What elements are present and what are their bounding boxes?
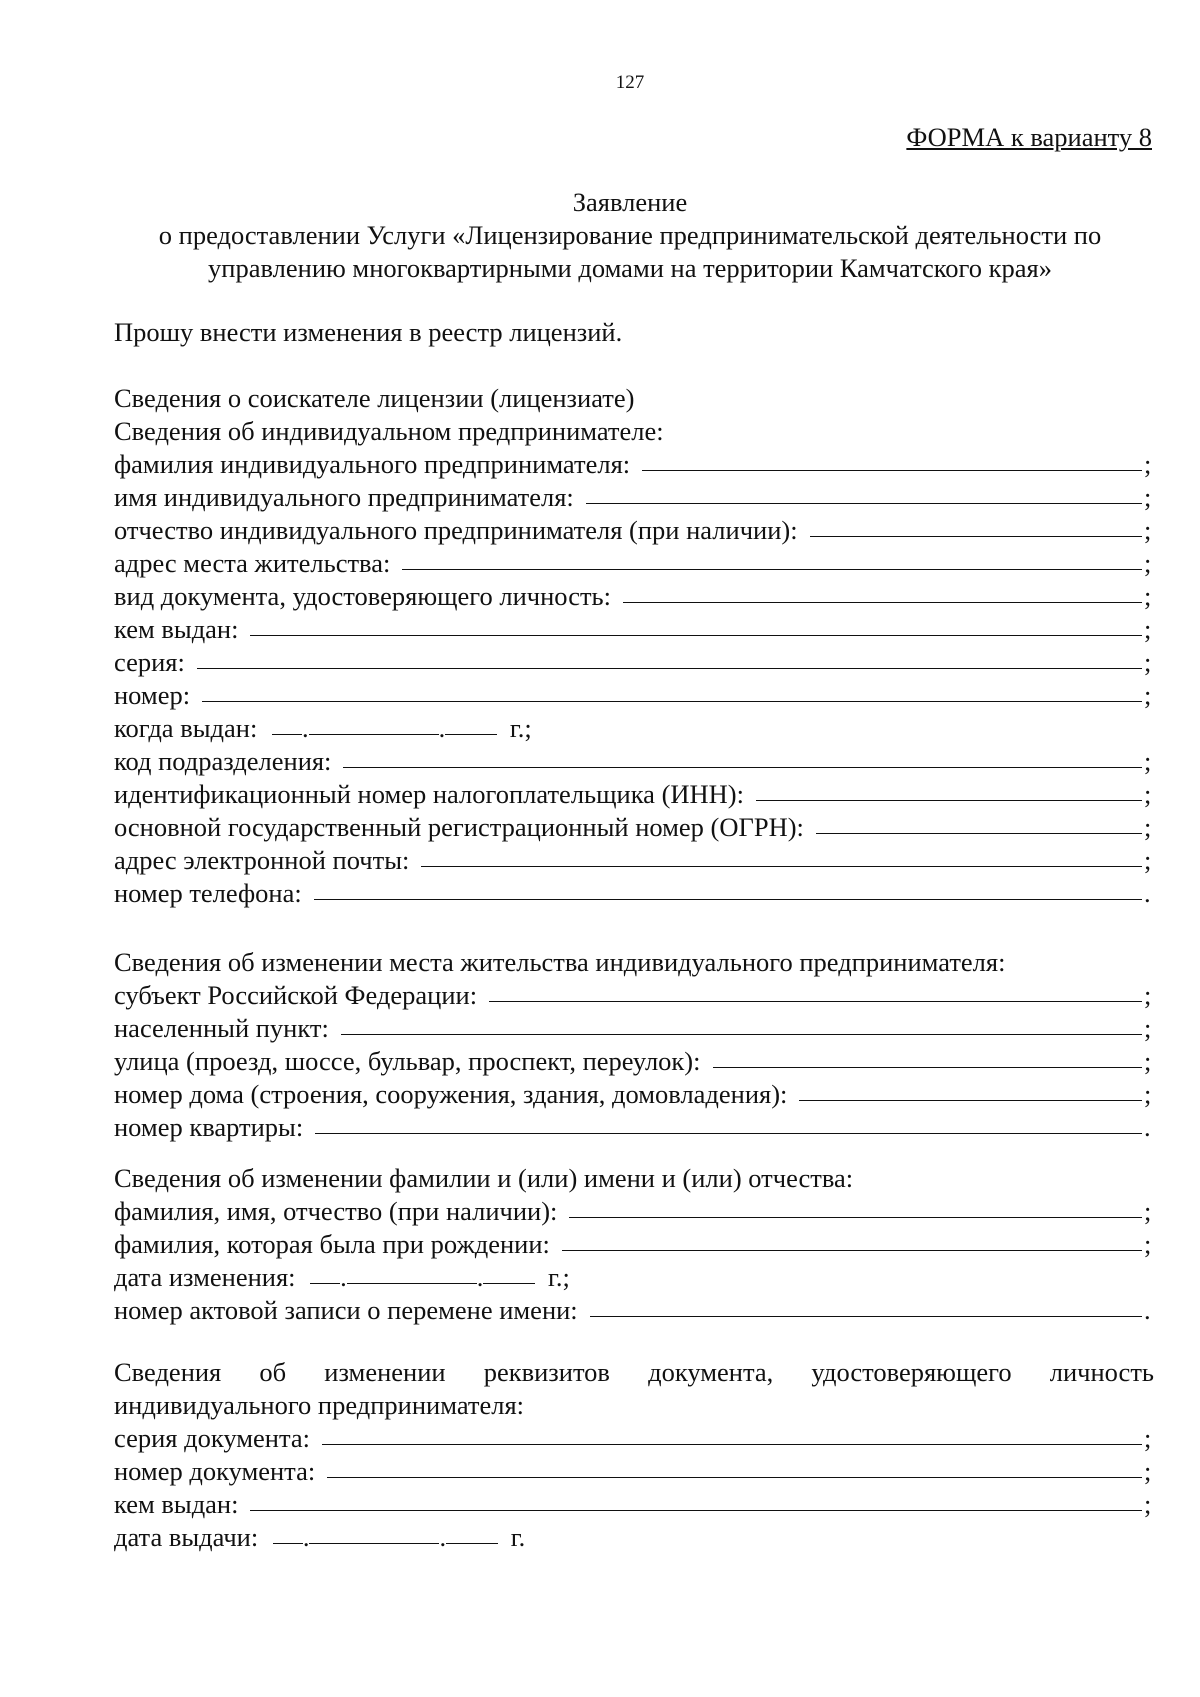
field-blank-line[interactable]	[756, 778, 1142, 801]
form-field-row	[114, 1111, 1154, 1144]
field-blank-line[interactable]	[402, 547, 1142, 570]
field-list	[114, 745, 1154, 910]
form-field-row	[114, 778, 1154, 811]
form-field-row	[114, 514, 1154, 547]
day-blank	[272, 712, 302, 735]
field-end-punctuation: ;	[1144, 1456, 1152, 1486]
date-suffix: г.;	[548, 1262, 570, 1292]
field-blank-line[interactable]	[569, 1195, 1142, 1218]
field-label: серия документа:	[114, 1423, 310, 1453]
field-blank-line[interactable]	[562, 1228, 1142, 1251]
form-field-row	[114, 580, 1154, 613]
field-blank-line[interactable]	[202, 679, 1142, 702]
form-field-row	[114, 1228, 1154, 1261]
field-label: номер квартиры:	[114, 1112, 304, 1142]
field-label: кем выдан:	[114, 614, 239, 644]
section-heading: Сведения о соискателе лицензии (лицензиате)	[114, 383, 635, 413]
field-label: кем выдан:	[114, 1489, 239, 1519]
year-blank	[445, 712, 497, 735]
field-end-punctuation: .	[1144, 1112, 1151, 1142]
field-label: адрес электронной почты:	[114, 845, 410, 875]
day-blank	[310, 1261, 340, 1284]
date-suffix: г.;	[509, 713, 532, 743]
field-blank-line[interactable]	[341, 1012, 1142, 1035]
field-label: номер телефона:	[114, 878, 302, 908]
title-line-1: Заявление	[572, 187, 688, 217]
title-line-3: управлению многоквартирными домами на территории Камчатского края»	[208, 253, 1052, 283]
field-blank-line[interactable]	[623, 580, 1142, 603]
title-line-2: о предоставлении Услуги «Лицензирование предпринимательской деятельности по	[158, 220, 1102, 250]
field-label: серия:	[114, 647, 185, 677]
form-field-row	[114, 1045, 1154, 1078]
change-date-row	[114, 1261, 1154, 1294]
field-blank-line[interactable]	[343, 745, 1142, 768]
section-heading: Сведения об изменении места жительства индивидуального предпринимателя:	[114, 947, 1006, 977]
field-label: фамилия, имя, отчество (при наличии):	[114, 1196, 558, 1226]
field-list	[114, 1294, 1154, 1327]
field-blank-line[interactable]	[590, 1294, 1142, 1317]
field-end-punctuation: ;	[1144, 1229, 1152, 1259]
field-blank-line[interactable]	[799, 1078, 1142, 1101]
field-end-punctuation: ;	[1144, 680, 1152, 710]
form-field-row	[114, 679, 1154, 712]
form-field-row	[114, 1078, 1154, 1111]
field-end-punctuation: ;	[1144, 647, 1152, 677]
field-blank-line[interactable]	[327, 1455, 1142, 1478]
field-blank-line[interactable]	[197, 646, 1142, 669]
field-end-punctuation: ;	[1144, 548, 1152, 578]
field-end-punctuation: ;	[1144, 980, 1152, 1010]
date-label: когда выдан:	[114, 713, 258, 743]
form-field-row	[114, 448, 1154, 481]
field-end-punctuation: ;	[1144, 515, 1152, 545]
field-blank-line[interactable]	[713, 1045, 1143, 1068]
form-field-row	[114, 1455, 1154, 1488]
section-name-change	[114, 1162, 1154, 1327]
field-label: имя индивидуального предпринимателя:	[114, 482, 574, 512]
form-field-row	[114, 844, 1154, 877]
field-end-punctuation: ;	[1144, 779, 1152, 809]
section-residence-change	[114, 946, 1154, 1144]
form-field-row	[114, 745, 1154, 778]
field-label: адрес места жительства:	[114, 548, 391, 578]
field-blank-line[interactable]	[642, 448, 1142, 471]
month-blank	[347, 1261, 477, 1284]
field-label: основной государственный регистрационный номер (ОГРН):	[114, 812, 804, 842]
form-field-row	[114, 613, 1154, 646]
field-blank-line[interactable]	[816, 811, 1142, 834]
field-blank-line[interactable]	[315, 1111, 1142, 1134]
field-label: номер актовой записи о перемене имени:	[114, 1295, 578, 1325]
form-field-row	[114, 877, 1154, 910]
field-end-punctuation: ;	[1144, 1423, 1152, 1453]
request-text: Прошу внести изменения в реестр лицензий.	[114, 317, 623, 347]
issue-date-field[interactable]: дата выдачи: . . г.	[114, 1522, 526, 1552]
section-heading: Сведения об изменении фамилии и (или) имени и (или) отчества:	[114, 1163, 854, 1193]
form-field-row	[114, 1422, 1154, 1455]
change-date-field[interactable]: дата изменения: . . г.;	[114, 1262, 570, 1292]
request-text-block	[114, 316, 1154, 349]
form-variant-label: ФОРМА к варианту 8	[906, 122, 1152, 152]
field-end-punctuation: ;	[1144, 449, 1152, 479]
field-label: номер дома (строения, сооружения, здания, домовладения):	[114, 1079, 788, 1109]
field-blank-line[interactable]	[250, 1488, 1142, 1511]
issue-date-field[interactable]: когда выдан: . . г.;	[114, 713, 532, 743]
field-end-punctuation: ;	[1144, 1196, 1152, 1226]
field-label: идентификационный номер налогоплательщика (ИНН):	[114, 779, 744, 809]
field-label: субъект Российской Федерации:	[114, 980, 478, 1010]
field-blank-line[interactable]	[322, 1422, 1142, 1445]
form-field-row	[114, 1012, 1154, 1045]
field-end-punctuation: ;	[1144, 1013, 1152, 1043]
section-applicant-info	[114, 382, 1154, 910]
field-end-punctuation: ;	[1144, 746, 1152, 776]
field-blank-line[interactable]	[489, 979, 1142, 1002]
field-blank-line[interactable]	[250, 613, 1142, 636]
issue-date-row	[114, 1521, 1154, 1554]
form-field-row	[114, 481, 1154, 514]
field-list	[114, 448, 1154, 712]
field-blank-line[interactable]	[586, 481, 1142, 504]
field-end-punctuation: ;	[1144, 1046, 1152, 1076]
field-end-punctuation: ;	[1144, 482, 1152, 512]
field-blank-line[interactable]	[421, 844, 1142, 867]
issue-date-row	[114, 712, 1154, 745]
field-label: вид документа, удостоверяющего личность:	[114, 581, 612, 611]
field-label: фамилия, которая была при рождении:	[114, 1229, 550, 1259]
field-end-punctuation: ;	[1144, 1489, 1152, 1519]
form-field-row	[114, 1488, 1154, 1521]
section-heading-continued: индивидуального предпринимателя:	[114, 1390, 525, 1420]
form-field-row	[114, 979, 1154, 1012]
date-label: дата изменения:	[114, 1262, 296, 1292]
field-list	[114, 979, 1154, 1144]
day-blank	[273, 1521, 303, 1544]
field-list	[114, 1195, 1154, 1261]
field-end-punctuation: ;	[1144, 581, 1152, 611]
field-end-punctuation: ;	[1144, 812, 1152, 842]
field-label: отчество индивидуального предпринимателя (при наличии):	[114, 515, 798, 545]
field-blank-line[interactable]	[314, 877, 1142, 900]
section-id-document-change	[114, 1356, 1154, 1554]
document-title	[110, 186, 1150, 285]
year-blank	[483, 1261, 535, 1284]
page-number: 127	[615, 72, 645, 93]
form-field-row	[114, 646, 1154, 679]
field-end-punctuation: ;	[1144, 1079, 1152, 1109]
field-end-punctuation: .	[1144, 1295, 1151, 1325]
form-field-row	[114, 1195, 1154, 1228]
month-blank	[309, 712, 439, 735]
section-subheading: Сведения об индивидуальном предпринимателе:	[114, 416, 664, 446]
field-label: код подразделения:	[114, 746, 332, 776]
field-end-punctuation: ;	[1144, 845, 1152, 875]
date-label: дата выдачи:	[114, 1522, 259, 1552]
field-label: улица (проезд, шоссе, бульвар, проспект, переулок):	[114, 1046, 701, 1076]
year-blank	[446, 1521, 498, 1544]
date-suffix: г.	[510, 1522, 526, 1552]
form-field-row	[114, 811, 1154, 844]
field-label: номер:	[114, 680, 191, 710]
field-blank-line[interactable]	[810, 514, 1142, 537]
section-heading: Сведения об изменении реквизитов документа, удостоверяющего личность	[114, 1357, 1154, 1387]
field-label: номер документа:	[114, 1456, 316, 1486]
form-field-row	[114, 1294, 1154, 1327]
month-blank	[309, 1521, 439, 1544]
field-list	[114, 1422, 1154, 1521]
field-label: фамилия индивидуального предпринимателя:	[114, 449, 631, 479]
field-label: населенный пункт:	[114, 1013, 329, 1043]
field-end-punctuation: ;	[1144, 614, 1152, 644]
field-end-punctuation: .	[1144, 878, 1151, 908]
form-field-row	[114, 547, 1154, 580]
